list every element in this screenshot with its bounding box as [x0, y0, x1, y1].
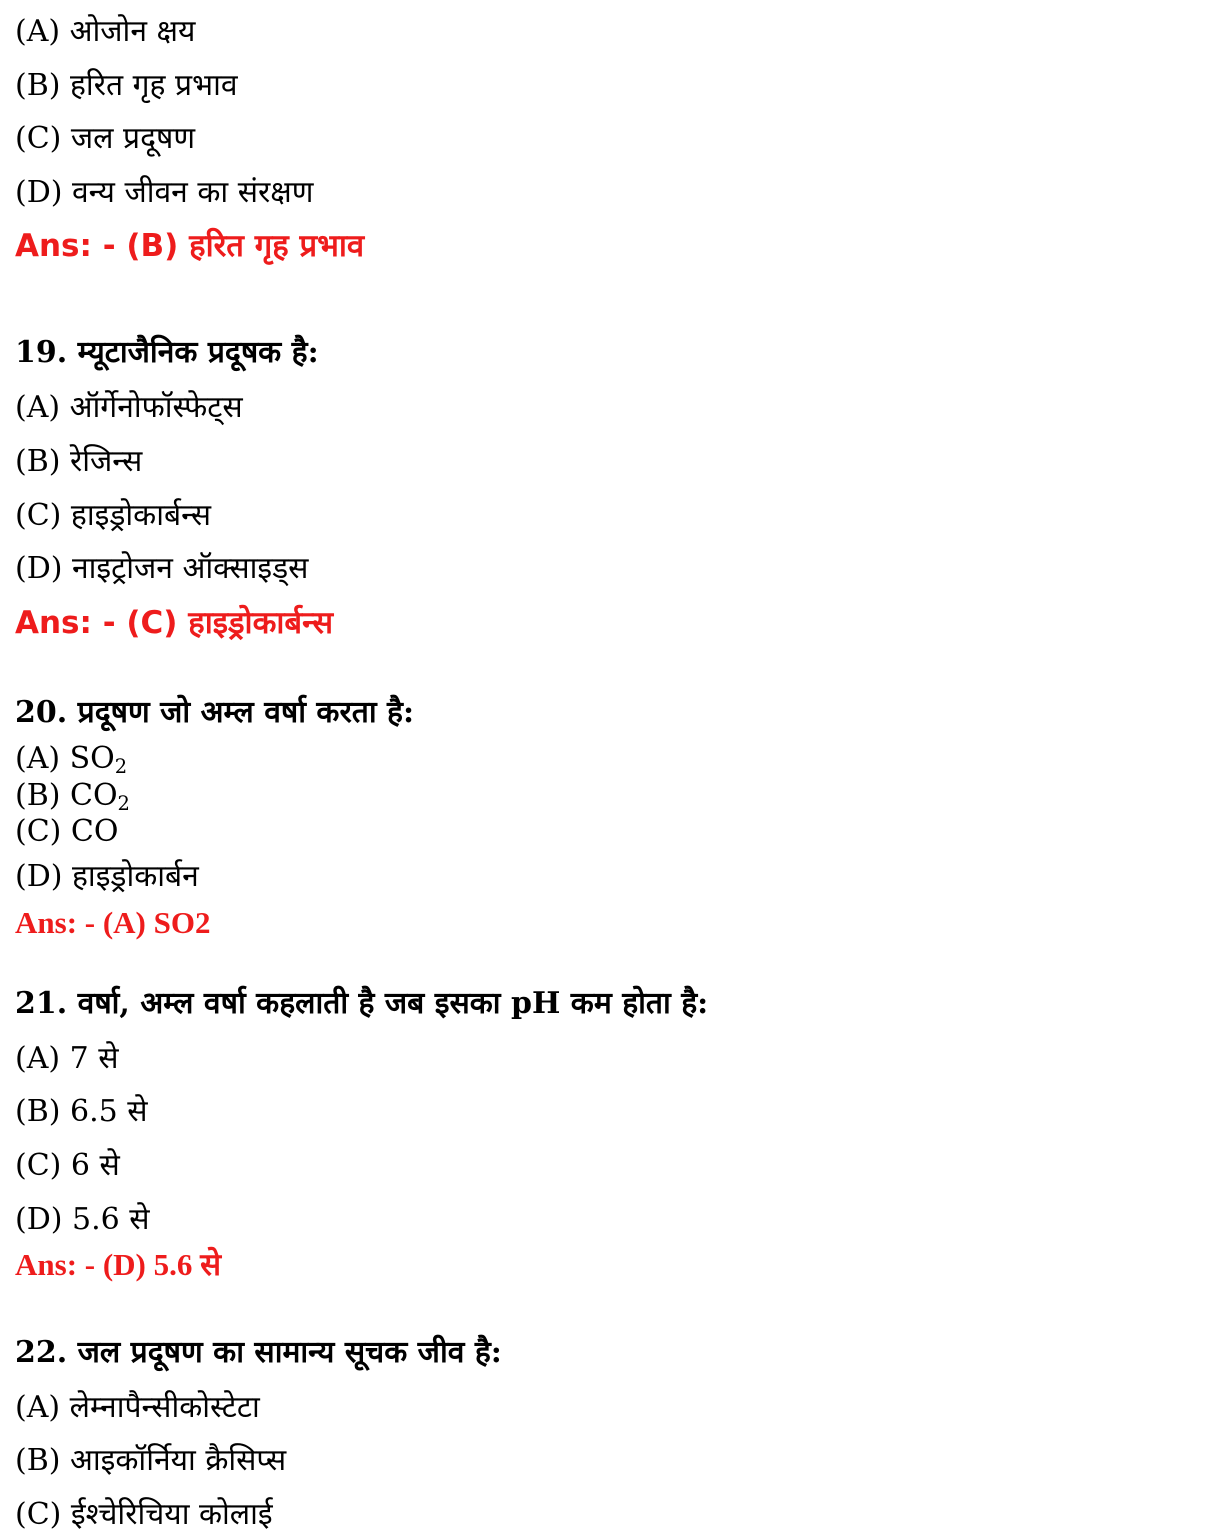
q20-answer: Ans: - (A) SO2	[15, 905, 211, 940]
q18-option-b: (B) हरित गृह प्रभाव	[15, 68, 238, 103]
q18-answer: Ans: - (B) हरित गृह प्रभाव	[15, 228, 365, 264]
q19-option-a: (A) ऑर्गेनोफॉस्फेट्स	[15, 390, 243, 425]
q20-option-b: (B) $CO_2$	[15, 778, 130, 815]
q20-question: 20. प्रदूषण जो अम्ल वर्षा करता है:	[15, 695, 415, 730]
q19-answer: Ans: - (C) हाइड्रोकार्बन्स	[15, 605, 334, 641]
q21-option-b: (B) 6.5 से	[15, 1094, 148, 1129]
q20-option-a: (A) $SO_2$	[15, 741, 128, 778]
q20-option-c: (C) CO	[15, 814, 119, 849]
q18-option-d: (D) वन्य जीवन का संरक्षण	[15, 175, 314, 210]
q21-option-a: (A) 7 से	[15, 1041, 119, 1076]
q18-option-a: (A) ओजोन क्षय	[15, 14, 196, 49]
q19-option-b: (B) रेजिन्स	[15, 444, 143, 479]
subscript: 2	[117, 791, 130, 815]
q22-question: 22. जल प्रदूषण का सामान्य सूचक जीव है:	[15, 1335, 502, 1370]
q19-option-d: (D) नाइट्रोजन ऑक्साइड्स	[15, 551, 309, 586]
q22-option-c: (C) ईश्चेरिचिया कोलाई	[15, 1497, 273, 1532]
subscript: 2	[114, 754, 128, 778]
q22-option-b: (B) आइकॉर्निया क्रैसिप्स	[15, 1443, 287, 1478]
q20-option-d: (D) हाइड्रोकार्बन	[15, 859, 199, 894]
q22-option-a: (A) लेम्नापैन्सीकोस्टेटा	[15, 1390, 260, 1425]
q18-option-c: (C) जल प्रदूषण	[15, 121, 196, 156]
q19-question: 19. म्यूटाजैनिक प्रदूषक है:	[15, 335, 319, 370]
q21-question: 21. वर्षा, अम्ल वर्षा कहलाती है जब इसका pH कम होता है:	[15, 986, 709, 1021]
q21-answer: Ans: - (D) 5.6 से	[15, 1247, 222, 1282]
q19-option-c: (C) हाइड्रोकार्बन्स	[15, 498, 212, 533]
q21-option-c: (C) 6 से	[15, 1148, 120, 1183]
q21-option-d: (D) 5.6 से	[15, 1202, 150, 1237]
